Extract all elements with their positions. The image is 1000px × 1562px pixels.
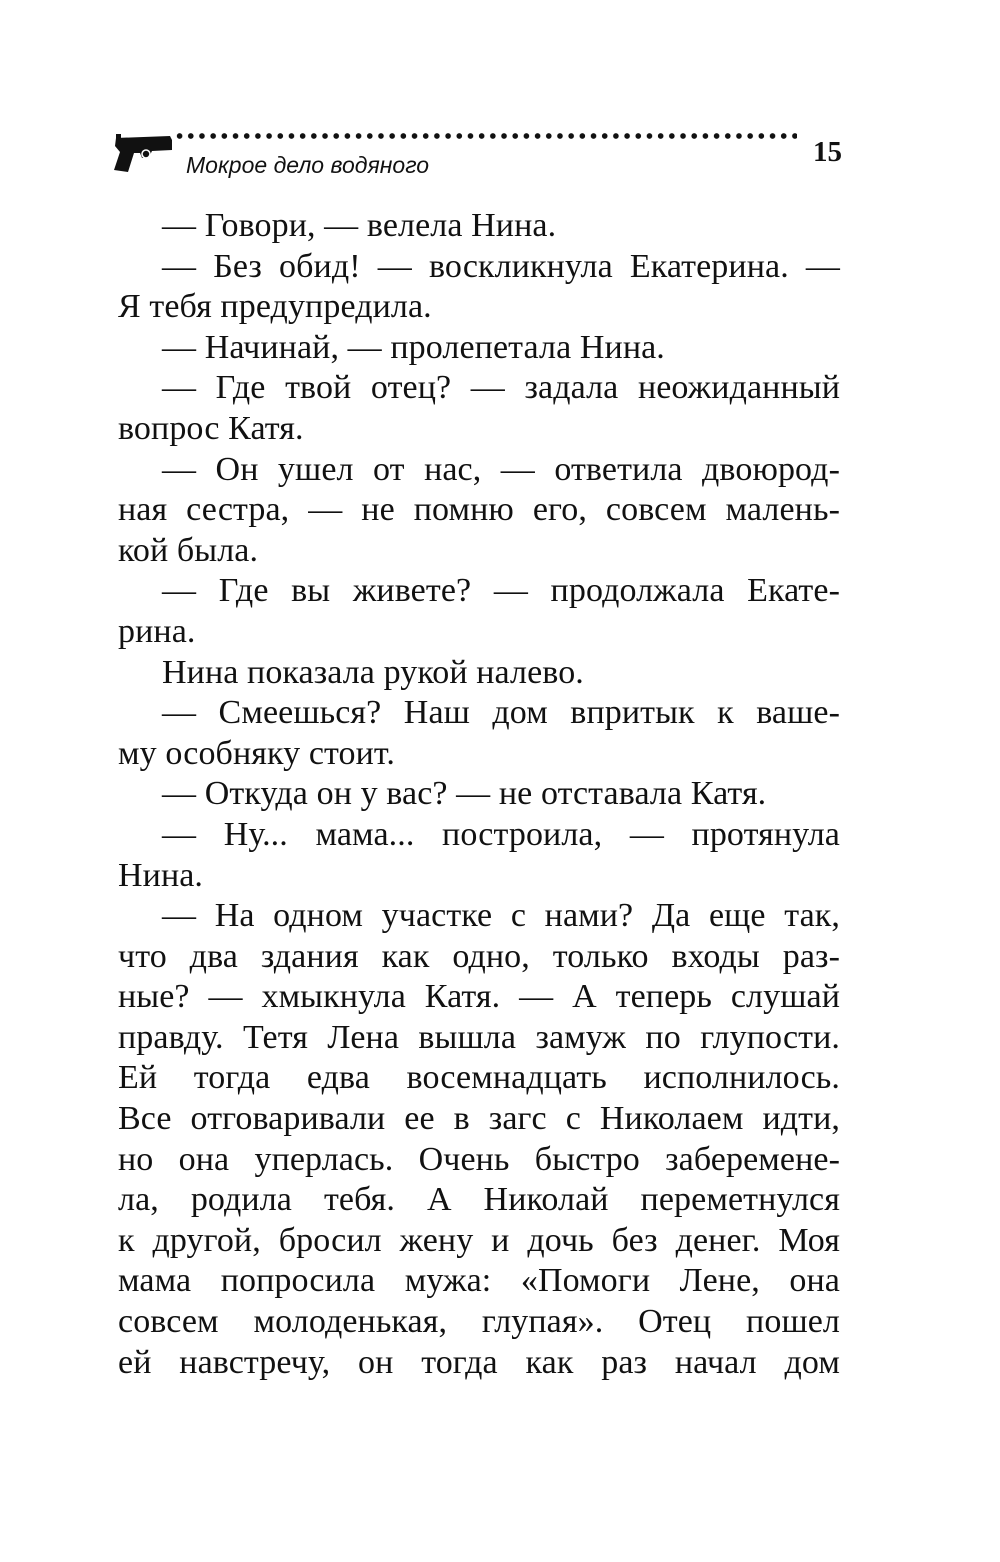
text-line: — Где вы живете? — продолжала Екате- [162, 572, 840, 610]
text-line: — Он ушел от нас, — ответила двоюрод- [162, 450, 840, 488]
text-line: рина. [118, 612, 196, 650]
text-line: Ей тогда едва восемнадцать исполнилось. [118, 1059, 840, 1097]
text-line: к другой, бросил жену и дочь без денег. Моя [118, 1221, 840, 1259]
text-line: ная сестра, — не помню его, совсем малень- [118, 491, 840, 529]
text-line: кой была. [118, 531, 259, 569]
text-line: му особняку стоит. [118, 734, 395, 772]
text-line: Все отговаривали ее в загс с Николаем идти, [118, 1100, 840, 1138]
text-line: — Где твой отец? — задала неожиданный [162, 369, 840, 407]
text-line: — Без обид! — воскликнула Екатерина. — [162, 247, 840, 285]
text-line: — Смеешься? Наш дом впритык к ваше- [162, 694, 840, 732]
text-line: ей навстречу, он тогда как раз начал дом [118, 1343, 840, 1381]
text-line: совсем молоденькая, глупая». Отец пошел [118, 1303, 840, 1341]
text-line: — Откуда он у вас? — не отставала Катя. [162, 775, 767, 813]
text-line: — Начинай, — пролепетала Нина. [162, 328, 665, 366]
text-line: вопрос Катя. [118, 409, 304, 447]
text-line: Я тебя предупредила. [118, 288, 432, 326]
body-text [118, 206, 840, 1383]
text-line: — Говори, — велела Нина. [162, 207, 557, 244]
text-line: ла, родила тебя. А Николай переметнулся [118, 1181, 840, 1219]
page-number: 15 [813, 136, 842, 168]
page-header [112, 128, 842, 188]
running-title: Мокрое дело водяного [186, 152, 430, 178]
text-line: ные? — хмыкнула Катя. — А теперь слушай [118, 978, 840, 1016]
text-line: мама попросила мужа: «Помоги Лене, она [118, 1262, 840, 1300]
revolver-icon [112, 132, 174, 174]
text-line: правду. Тетя Лена вышла замуж по глупости. [118, 1018, 840, 1056]
text-line: Нина. [118, 856, 204, 894]
text-line: что два здания как одно, только входы раз- [118, 937, 840, 975]
text-line: Нина показала рукой налево. [162, 653, 584, 691]
text-line: — На одном участке с нами? Да еще так, [162, 897, 840, 935]
text-line: — Ну... мама... построила, — протянула [162, 815, 840, 853]
dotted-rule [174, 130, 797, 142]
text-line: но она уперлась. Очень быстро забеременe- [118, 1140, 840, 1178]
